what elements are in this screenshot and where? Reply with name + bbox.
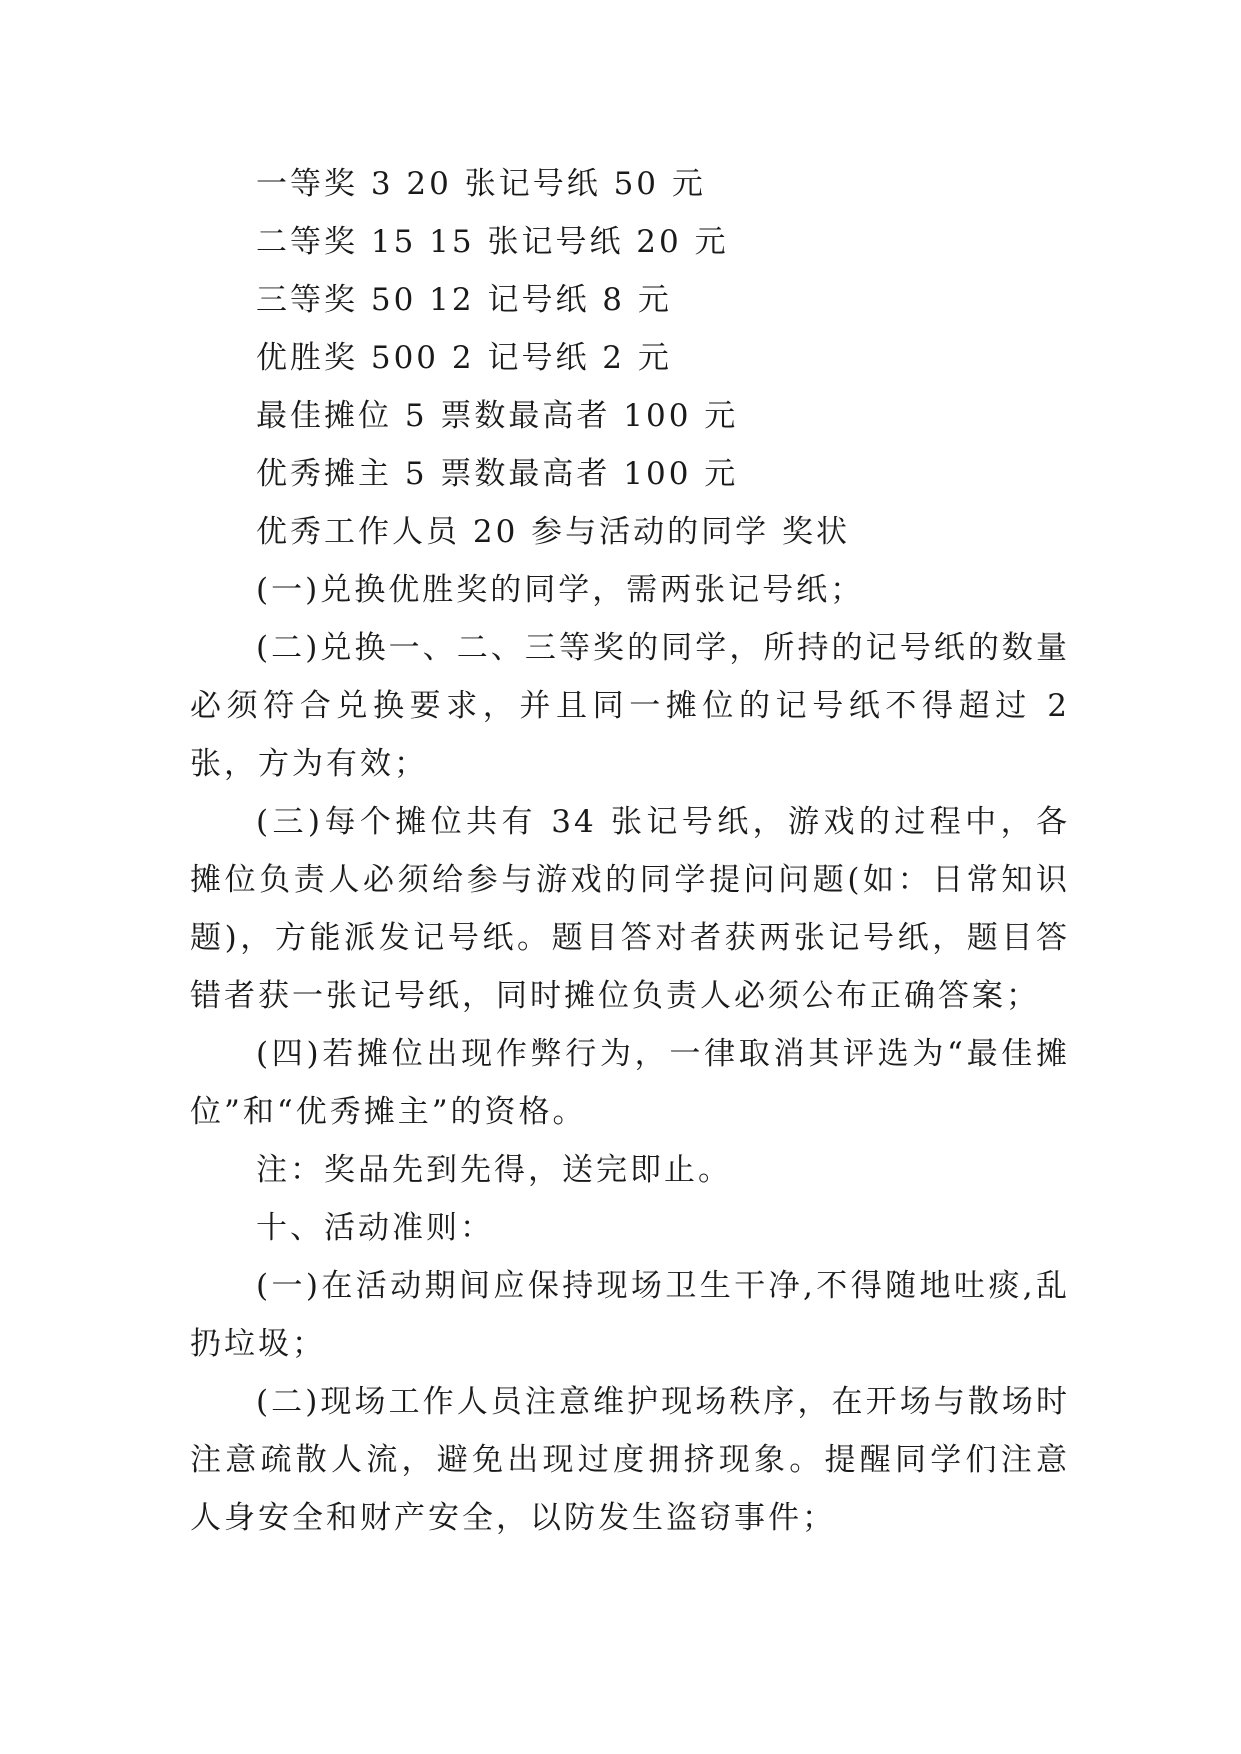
prize-line-second: 二等奖 15 15 张记号纸 20 元 (256, 224, 729, 260)
note-paragraph: 注：奖品先到先得，送完即止。 (256, 1152, 732, 1188)
rule-paragraph-3: (三)每个摊位共有 34 张记号纸，游戏的过程中，各摊位负责人必须给参与游戏的同学提问问题(如：日常知识题)，方能派发记号纸。题目答对者获两张记号纸，题目答错者获一张记号纸，同时摊位负责人必须公布正确答案； (190, 804, 1070, 1014)
document-body (190, 155, 1070, 1547)
prize-line-third: 三等奖 50 12 记号纸 8 元 (256, 282, 672, 318)
rule-paragraph-2: (二)兑换一、二、三等奖的同学，所持的记号纸的数量必须符合兑换要求，并且同一摊位的记号纸不得超过 2 张，方为有效； (190, 630, 1070, 782)
section-item-2: (二)现场工作人员注意维护现场秩序，在开场与散场时注意疏散人流，避免出现过度拥挤现象。提醒同学们注意人身安全和财产安全，以防发生盗窃事件； (190, 1384, 1070, 1536)
prize-line-best-booth: 最佳摊位 5 票数最高者 100 元 (256, 398, 739, 434)
section-item-1: (一)在活动期间应保持现场卫生干净,不得随地吐痰,乱扔垃圾； (190, 1268, 1070, 1362)
rule-paragraph-4: (四)若摊位出现作弊行为，一律取消其评选为“最佳摊位”和“优秀摊主”的资格。 (190, 1036, 1070, 1130)
prize-line-best-vendor: 优秀摊主 5 票数最高者 100 元 (256, 456, 739, 492)
section-heading: 十、活动准则： (256, 1210, 494, 1246)
prize-line-excellence: 优胜奖 500 2 记号纸 2 元 (256, 340, 672, 376)
prize-line-staff: 优秀工作人员 20 参与活动的同学 奖状 (256, 514, 851, 550)
rule-paragraph-1: (一)兑换优胜奖的同学，需两张记号纸； (256, 572, 865, 608)
prize-line-first: 一等奖 3 20 张记号纸 50 元 (256, 166, 706, 202)
